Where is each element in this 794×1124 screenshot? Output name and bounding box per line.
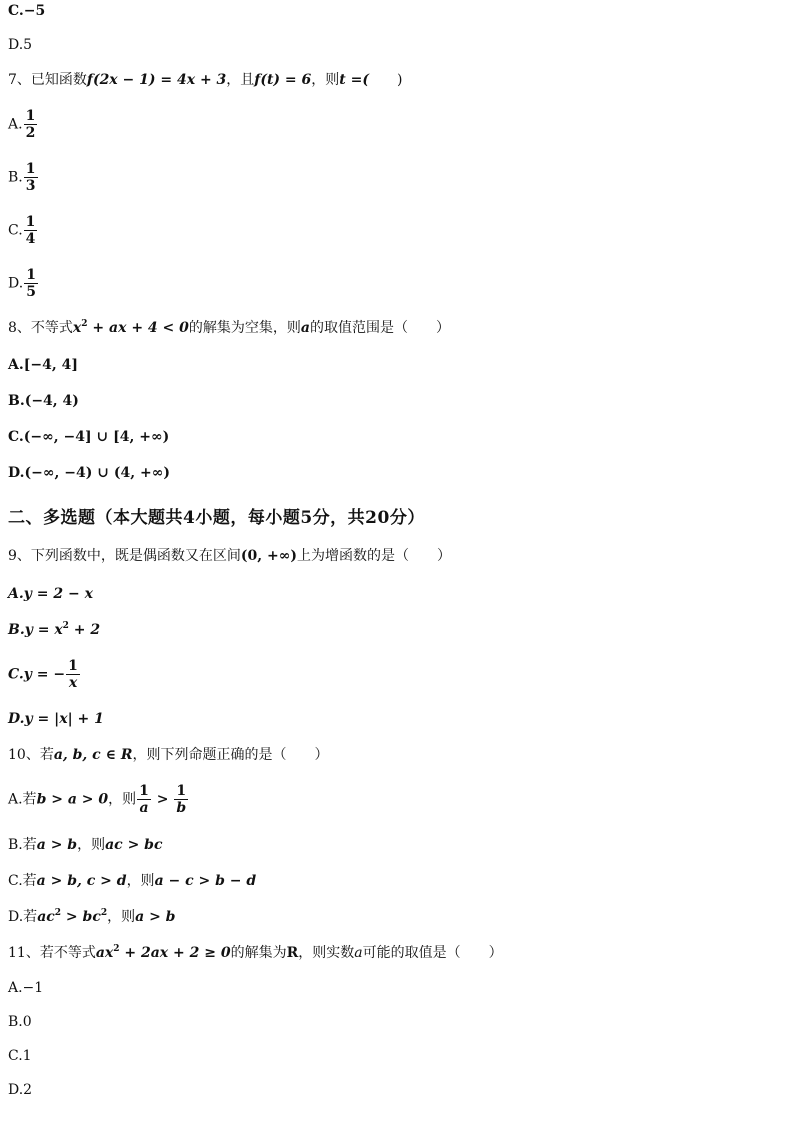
q8-option-c: C.(−∞, −4] ∪ [4, +∞) — [8, 429, 170, 445]
question-9: 9、下列函数中，既是偶函数又在区间(0, +∞)上为增函数的是（ ） — [8, 548, 452, 564]
q8-option-b: B.(−4, 4) — [8, 393, 79, 409]
fraction: $\frac{1}{4}$ — [25, 214, 36, 247]
fraction: $\frac{1}{3}$ — [25, 161, 36, 194]
q10-option-c: C.若a > b, c > d，则a − c > b − d — [8, 873, 257, 889]
q11-option-b: B.0 — [8, 1014, 32, 1030]
fraction: $\frac{1}{x}$ — [68, 658, 78, 691]
q10-option-b: B.若a > b，则ac > bc — [8, 837, 163, 853]
question-10: 10、若a, b, c ∈ R，则下列命题正确的是（ ） — [8, 747, 329, 763]
q8-option-d: D.(−∞, −4) ∪ (4, +∞) — [8, 465, 170, 481]
fraction: $\frac{1}{a}$ — [139, 783, 149, 816]
q7-option-b: B. $\frac{1}{3}$ — [8, 161, 36, 194]
q7-option-c: C. $\frac{1}{4}$ — [8, 214, 36, 247]
fraction: $\frac{1}{5}$ — [26, 267, 36, 300]
question-8: 8、不等式$x^2$ + ax + 4 < 0的解集为空集，则a的取值范围是（ ） — [8, 319, 450, 336]
fraction: $\frac{1}{2}$ — [25, 108, 36, 141]
q9-option-b: $B.y = x^2 + 2$ — [8, 621, 101, 638]
q8-option-a: A.[−4, 4] — [8, 357, 78, 373]
fraction: $\frac{1}{b}$ — [176, 783, 187, 816]
q11-option-c: C.1 — [8, 1048, 32, 1064]
q9-option-d: D.y = |x| + 1 — [8, 711, 104, 727]
section-heading: 二、多选题（本大题共4小题，每小题5分，共20分） — [8, 508, 425, 528]
q9-option-c: C.y = − $\frac{1}{x}$ — [8, 658, 78, 691]
q6-option-c: C.−5 — [8, 3, 46, 19]
q6-option-d: D.5 — [8, 37, 33, 53]
question-11: 11、若不等式$ax^2 + 2ax + 2 \ge 0$的解集为R，则实数a可能的取值是（ ） — [8, 944, 503, 961]
q10-option-a: A.若b > a > 0，则 $\frac{1}{a}$ > $\frac{1}{b}$ — [8, 783, 187, 816]
q9-option-a: A.y = 2 − x — [8, 586, 93, 602]
q11-option-d: D.2 — [8, 1082, 33, 1098]
question-7: 7、已知函数f(2x − 1) = 4x + 3，且f(t) = 6，则t =( ) — [8, 72, 403, 88]
q11-option-a: A.−1 — [8, 980, 44, 996]
q7-option-a: A. $\frac{1}{2}$ — [8, 108, 36, 141]
q10-option-d: D.若$ac^2 > bc^2$，则a > b — [8, 908, 176, 925]
q7-option-d: D. $\frac{1}{5}$ — [8, 267, 36, 300]
